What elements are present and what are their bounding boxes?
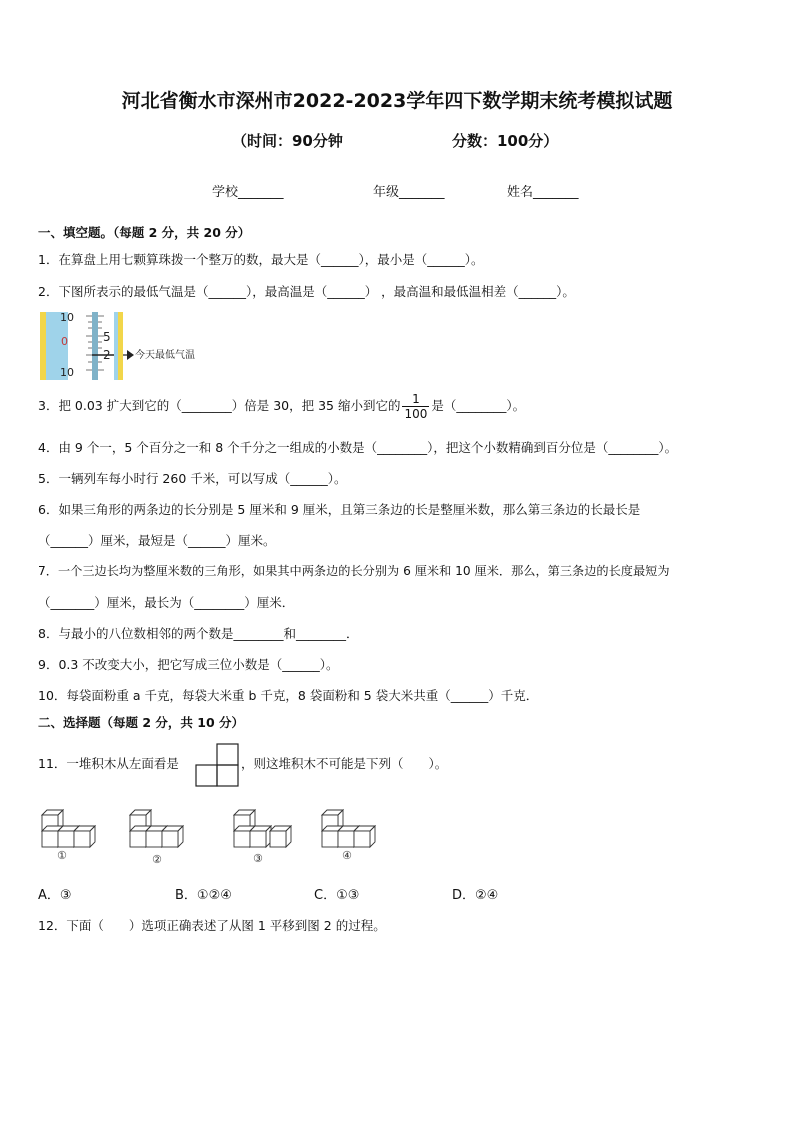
block-option-1 bbox=[42, 810, 95, 862]
question-8: 8．与最小的八位数相邻的两个数是________和________． bbox=[38, 626, 359, 641]
thermo-label-0: 0 bbox=[61, 335, 68, 348]
block-option-4 bbox=[322, 810, 375, 862]
block-option-2-caption: ② bbox=[152, 853, 162, 866]
question-12: 12．下面（ ）选项正确表述了从图 1 平移到图 2 的过程。 bbox=[38, 918, 386, 933]
thermo-right-panel bbox=[114, 312, 118, 380]
question-7-line-1: 7．一个三边长均为整厘米数的三角形，如果其中两条边的长分别为 6 厘米和 10 厘米．那么，第三条边的长度最短为 bbox=[38, 564, 670, 578]
name-field: 姓名_______ bbox=[507, 185, 579, 200]
school-field: 学校_______ bbox=[212, 185, 284, 200]
question-10: 10．每袋面粉重 a 千克，每袋大米重 b 千克，8 袋面粉和 5 袋大米共重（______）千克． bbox=[38, 688, 539, 703]
thermo-label-10-bottom: 10 bbox=[60, 366, 74, 379]
block-option-1-caption: ① bbox=[57, 849, 67, 862]
thermo-left-strip bbox=[40, 312, 46, 380]
question-3-before: 3．把 0.03 扩大到它的（________）倍是 30，把 35 缩小到它的 bbox=[38, 398, 401, 413]
exam-time: （时间：90分钟 bbox=[232, 132, 343, 150]
choice-d: D．②④ bbox=[452, 888, 499, 903]
thermo-label-2: 2 bbox=[103, 348, 111, 362]
question-4: 4．由 9 个一，5 个百分之一和 8 个千分之一组成的小数是（________），把这个小数精确到百分位是（________）。 bbox=[38, 440, 678, 455]
thermo-tube bbox=[92, 312, 98, 380]
thermo-label-5: 5 bbox=[103, 330, 111, 344]
section-2-heading: 二、选择题（每题 2 分，共 10 分） bbox=[38, 715, 245, 730]
thermo-caption: 今天最低气温 bbox=[135, 350, 195, 361]
left-view-figure bbox=[194, 743, 240, 787]
choice-a: A．③ bbox=[38, 888, 72, 903]
question-1: 1．在算盘上用七颗算珠拨一个整万的数，最大是（______），最小是（______）。 bbox=[38, 252, 484, 267]
question-11-before: 11．一堆积木从左面看是 bbox=[38, 756, 179, 771]
question-3 bbox=[38, 392, 525, 421]
thermometer-figure bbox=[40, 312, 200, 380]
page-title: 河北省衡水市深州市2022-2023学年四下数学期末统考模拟试题 bbox=[121, 90, 673, 112]
section-1-heading: 一、填空题。（每题 2 分，共 20 分） bbox=[38, 225, 251, 240]
block-option-3 bbox=[234, 810, 291, 865]
fraction-1-100 bbox=[402, 392, 429, 421]
choice-b: B．①②④ bbox=[175, 888, 232, 903]
choice-c: C．①③ bbox=[314, 888, 360, 903]
question-3-after: 是（________）。 bbox=[431, 398, 526, 413]
question-9: 9．0.3 不改变大小，把它写成三位小数是（______）。 bbox=[38, 657, 339, 672]
question-2: 2．下图所表示的最低气温是（______），最高温是（______） ，最高温和最低温相差（______）。 bbox=[38, 284, 575, 299]
block-option-3-caption: ③ bbox=[253, 852, 263, 865]
thermo-label-10-top: 10 bbox=[60, 311, 74, 324]
fraction-denominator: 100 bbox=[404, 407, 428, 421]
question-5: 5．一辆列车每小时行 260 千米，可以写成（______）。 bbox=[38, 471, 347, 486]
grade-field: 年级_______ bbox=[373, 185, 445, 200]
block-option-2 bbox=[130, 810, 183, 866]
block-options-figure bbox=[38, 806, 398, 868]
exam-score: 分数：100分） bbox=[452, 132, 559, 150]
question-6-line-1: 6．如果三角形的两条边的长分别是 5 厘米和 9 厘米，且第三条边的长是整厘米数，那么第三条边的长最长是 bbox=[38, 502, 641, 517]
question-6-line-2: （______）厘米，最短是（______）厘米。 bbox=[38, 533, 276, 548]
question-7-line-2: （_______）厘米，最长为（________）厘米． bbox=[38, 595, 295, 610]
thermo-arrow-icon bbox=[127, 350, 134, 360]
question-11-after: ，则这堆积木不可能是下列（ ）。 bbox=[241, 756, 448, 771]
fraction-numerator: 1 bbox=[402, 392, 429, 407]
thermo-right-strip bbox=[118, 312, 123, 380]
block-option-4-caption: ④ bbox=[342, 849, 352, 862]
